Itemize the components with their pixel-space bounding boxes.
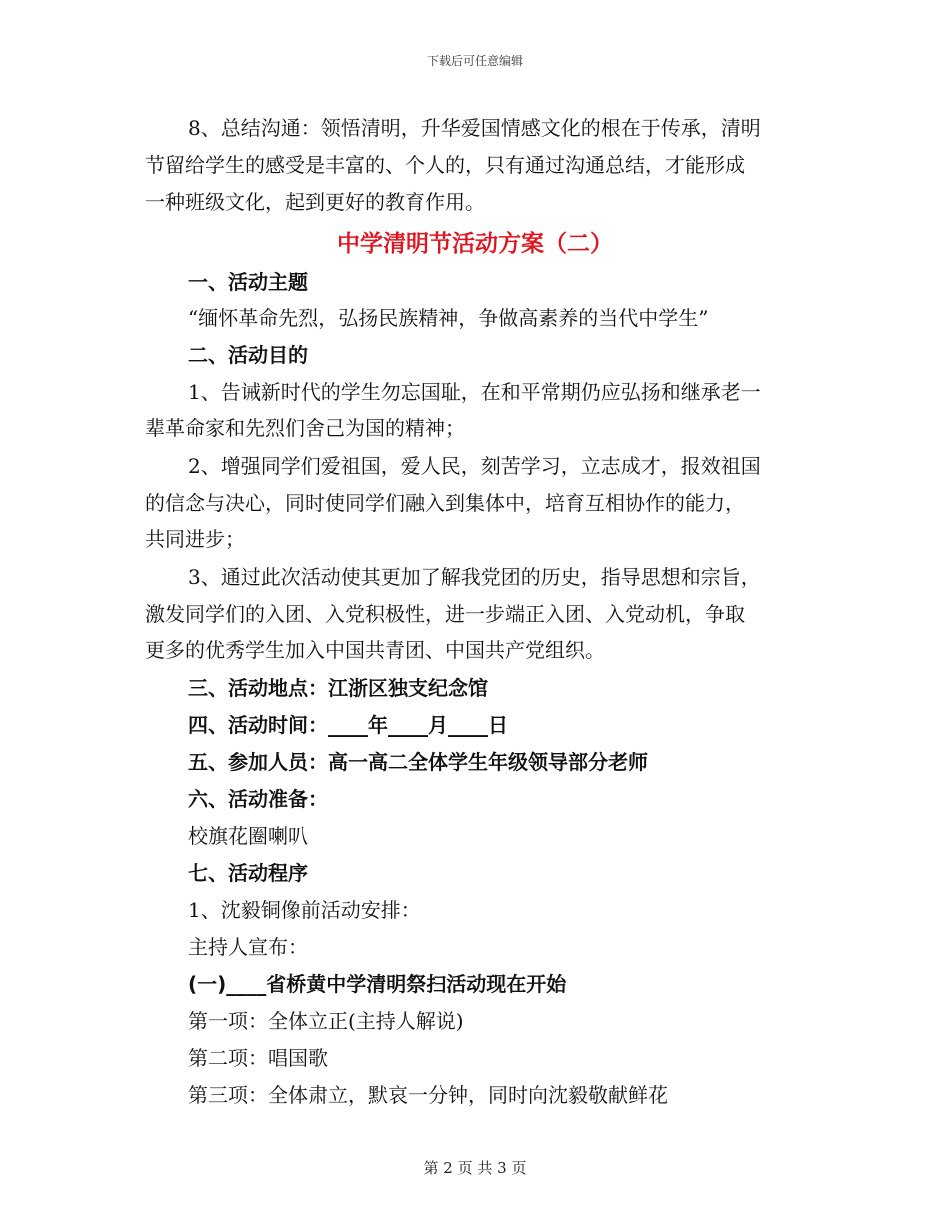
para8-line2: 节留给学生的感受是丰富的、个人的，只有通过沟通总结，才能形成 <box>145 153 745 177</box>
purpose2-line2: 的信念与决心，同时使同学们融入到集体中，培育互相协作的能力， <box>145 491 745 515</box>
purpose1-line1: 1、告诫新时代的学生勿忘国耻，在和平常期仍应弘扬和继承老一 <box>188 380 761 404</box>
page-header: 下载后可任意编辑 <box>426 54 523 68</box>
para8-line1: 8、总结沟通：领悟清明，升华爱国情感文化的根在于传承，清明 <box>188 116 761 140</box>
document-title: 中学清明节活动方案（二） <box>337 231 613 257</box>
section7-item1: 1、沈毅铜像前活动安排： <box>188 898 421 922</box>
purpose3-line2: 激发同学们的入团、入党积极性，进一步端正入团、入党动机，争取 <box>145 602 745 626</box>
section1-text: “缅怀革命先烈，弘扬民族精神，争做高素养的当代中学生” <box>188 306 709 330</box>
program-item-2: 第二项：唱国歌 <box>188 1046 328 1070</box>
section6-text: 校旗花圈喇叭 <box>188 824 308 848</box>
host-announcement: 主持人宣布： <box>188 935 308 959</box>
section3-location: 三、活动地点：江浙区独支纪念馆 <box>188 676 488 700</box>
purpose3-line3: 更多的优秀学生加入中国共青团、中国共产党组织。 <box>145 638 605 662</box>
section7-heading: 七、活动程序 <box>188 861 308 885</box>
program-item-1: 第一项：全体立正(主持人解说) <box>188 1009 464 1033</box>
section1-heading: 一、活动主题 <box>188 270 308 294</box>
purpose1-line2: 辈革命家和先烈们舍己为国的精神； <box>145 416 465 440</box>
purpose2-line3: 共同进步； <box>145 527 245 551</box>
program-item-3: 第三项：全体肃立，默哀一分钟，同时向沈毅敬献鲜花 <box>188 1083 668 1107</box>
page-footer: 第 2 页 共 3 页 <box>423 1159 527 1177</box>
subsection-heading: (一)____省桥黄中学清明祭扫活动现在开始 <box>188 972 567 996</box>
section6-heading: 六、活动准备： <box>188 787 328 811</box>
para8-line3: 一种班级文化，起到更好的教育作用。 <box>145 190 485 214</box>
section2-heading: 二、活动目的 <box>188 343 308 367</box>
purpose3-line1: 3、通过此次活动使其更加了解我党团的历史，指导思想和宗旨， <box>188 565 761 589</box>
purpose2-line1: 2、增强同学们爱祖国，爱人民，刻苦学习，立志成才，报效祖国 <box>188 454 761 478</box>
section4-time: 四、活动时间：____年____月____日 <box>188 713 508 737</box>
section5-participants: 五、参加人员：高一高二全体学生年级领导部分老师 <box>188 750 648 774</box>
